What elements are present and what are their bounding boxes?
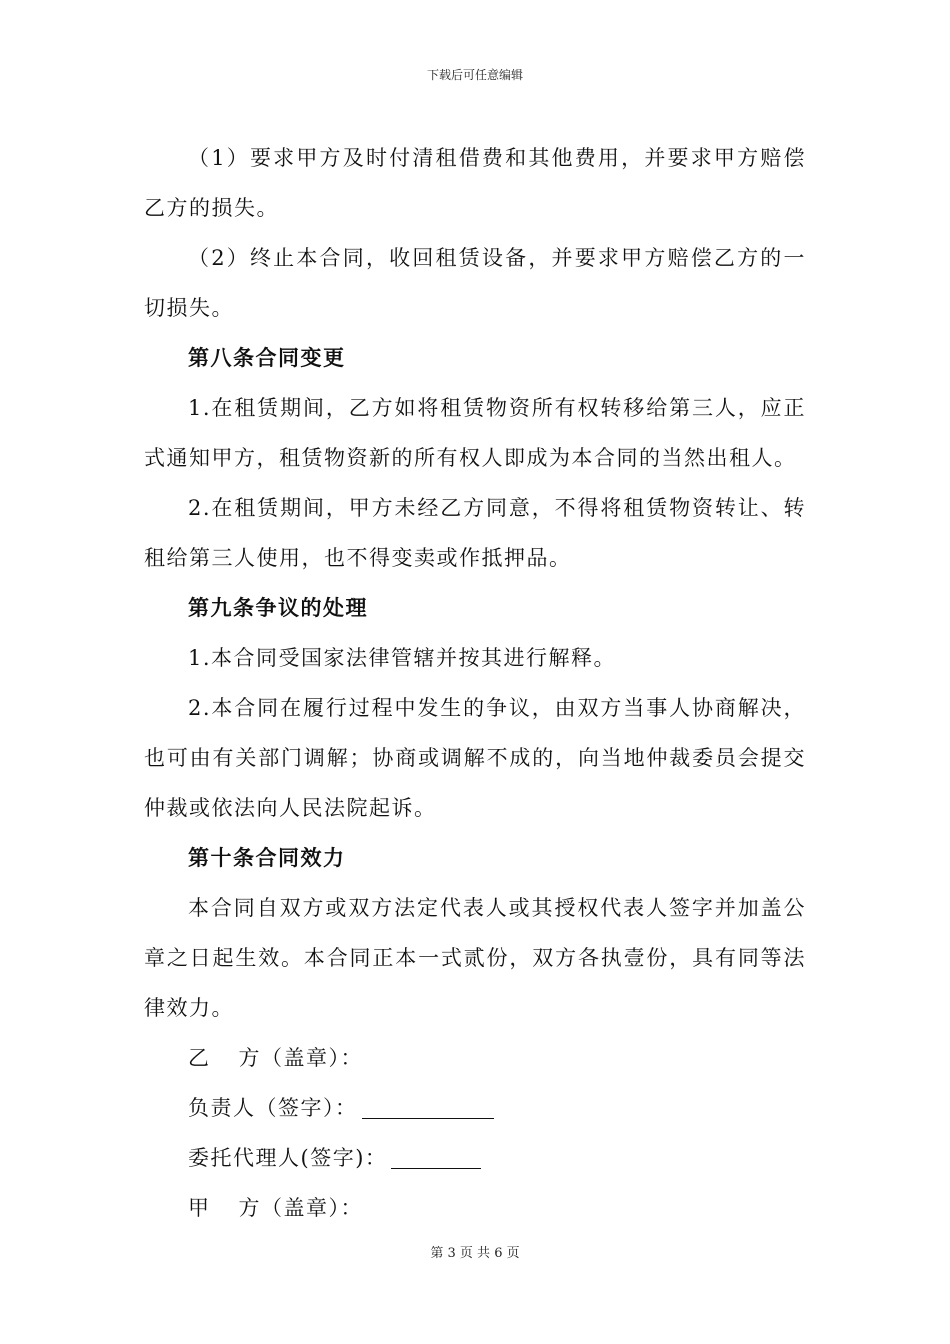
- signature-party-b: [144, 1033, 806, 1083]
- party-b-seal-label: 方（盖章）：: [238, 1046, 363, 1070]
- signature-responsible: [144, 1083, 806, 1133]
- signature-agent: [144, 1133, 806, 1183]
- page-footer: 第 3 页 共 6 页: [430, 1246, 520, 1261]
- responsible-label: 负责人（签字）：: [188, 1096, 358, 1120]
- responsible-signature-line: [362, 1092, 494, 1119]
- clause-paragraph: 2.本合同在履行过程中发生的争议，由双方当事人协商解决，也可由有关部门调解；协商或调解不成的，向当地仲裁委员会提交仲裁或依法向人民法院起诉。: [144, 696, 806, 820]
- clause-paragraph: 1.在租赁期间，乙方如将租赁物资所有权转移给第三人，应正式通知甲方，租赁物资新的所有权人即成为本合同的当然出租人。: [144, 396, 806, 470]
- section-heading: 第十条合同效力: [188, 845, 346, 870]
- document-body: [144, 133, 806, 1233]
- agent-label: 委托代理人(签字)：: [188, 1146, 388, 1170]
- party-a-label-char: 甲: [188, 1196, 211, 1220]
- signature-party-a: [144, 1183, 806, 1233]
- section-heading: 第八条合同变更: [188, 345, 346, 370]
- party-b-label-char: 乙: [188, 1046, 211, 1070]
- clause-paragraph: 本合同自双方或双方法定代表人或其授权代表人签字并加盖公章之日起生效。本合同正本一式贰份，双方各执壹份，具有同等法律效力。: [144, 896, 806, 1020]
- clause-paragraph: 1.本合同受国家法律管辖并按其进行解释。: [188, 646, 617, 670]
- section-heading: 第九条争议的处理: [188, 595, 368, 620]
- clause-paragraph: （2）终止本合同，收回租赁设备，并要求甲方赔偿乙方的一切损失。: [144, 246, 806, 320]
- agent-signature-line: [391, 1142, 481, 1169]
- party-a-seal-label: 方（盖章）：: [238, 1196, 363, 1220]
- clause-paragraph: （1）要求甲方及时付清租借费和其他费用，并要求甲方赔偿乙方的损失。: [144, 146, 806, 220]
- page-header: 下载后可任意编辑: [426, 68, 523, 82]
- clause-paragraph: 2.在租赁期间，甲方未经乙方同意，不得将租赁物资转让、转租给第三人使用，也不得变卖或作抵押品。: [144, 496, 806, 570]
